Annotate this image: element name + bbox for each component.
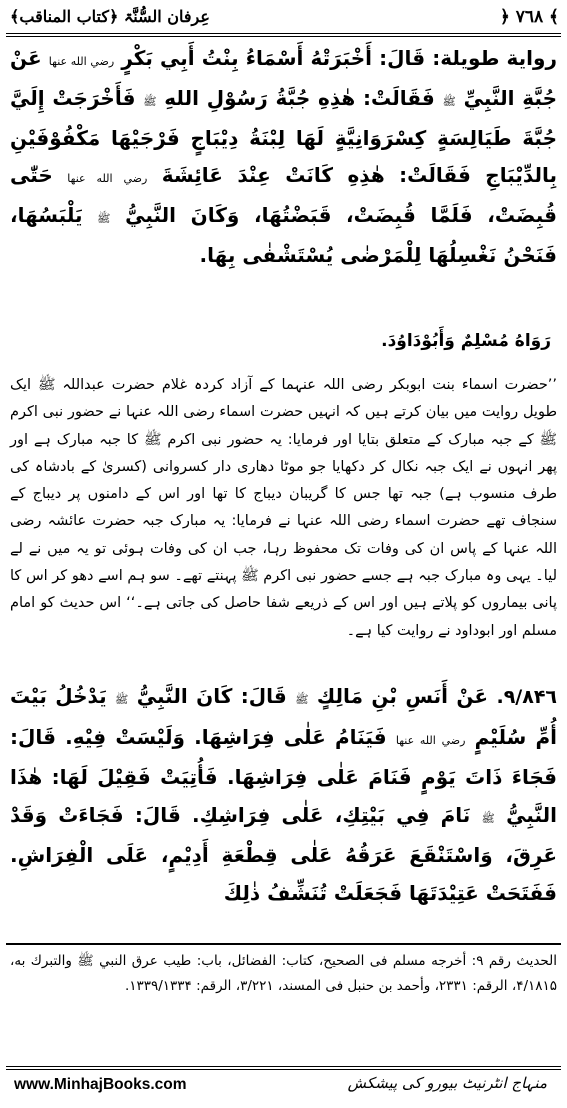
- hadith-text-segment: فَأَخْرَجَتْ إِلَيَّ جُبَّةَ طَيَالِسَةٍ كِسْرَوَانِيَّةٍ لَهَا لِبْنَةُ دِيْبَاجٍ فَرْجَيْهَا مَكْفُوْفَيْنِ بِالدِّيْبَاجِ فَقَالَتْ: هٰذِهِ كَانَتْ عِنْدَ عَائِشَةَ: [10, 86, 557, 187]
- honorific: رضي الله عنها: [395, 733, 466, 747]
- hadith-text-segment: رواية طويلة: قَالَ: أَخْبَرَتْهُ أَسْمَاءُ بِنْتُ أَبِي بَكْرٍ: [121, 46, 557, 70]
- hadith-text-segment: قَالَ: كَانَ النَّبِيُّ: [136, 684, 287, 708]
- publisher-credit: منہاج انٹرنیٹ بیورو کی پیشکش: [347, 1074, 547, 1092]
- urdu-translation: ’’حضرت اسماء بنت ابوبکر رضی اللہ عنہما کے آزاد کردہ غلام حضرت عبداللہ ﷺ ایک طویل روایت میں بیان کرتے ہیں کہ انہیں حضرت اسماء رضی اللہ عنہا نے حضور نبی اکرم ﷺ کے جبہ مبارک کے متعلق بتایا اور فرمایا: یہ حضور نبی اکرم ﷺ کا جبہ مبارک ہے اور پھر انہوں نے ایک جبہ نکال کر دکھایا جو موٹا دھاری دار کسروانی (کسریٰ کے بادشاہ کی طرف منسوب ہے) جبہ تھا جس کا گریبان دیباج کا تھا اور اس کے دامنوں پر دیباج کے سنجاف تھے حضرت اسماء رضی اللہ عنہا نے فرمایا: یہ مبارک جبہ حضرت عائشہ رضی اللہ عنہا کے پاس ان کی وفات تک محفوظ رہا، جب ان کی وفات ہوئی تو یہ میں نے لے لیا۔ یہی وہ مبارک جبہ ہے جسے حضور نبی اکرم ﷺ پہنتے تھے۔ سو ہم اسے دھو کر اس کا پانی بیماروں کو پلاتے ہیں اور اس کے ذریعے شفا حاصل کی جاتی ہے۔‘‘ اس حدیث کو امام مسلم اور ابوداود نے روایت کیا ہے۔: [10, 377, 557, 639]
- salawat-glyph: ﷺ: [115, 693, 129, 706]
- footnote: الحديث رقم ۹: أخرجه مسلم فی الصحيح، كتاب: الفضائل، باب: طيب عرق النبي ﷺ والتبرك به، ۴/۱۸۱۵، الرقم: ۲۳۳۱، وأحمد بن حنبل فی المسند، ۳/۲۲۱، الرقم: ۱۳۳۹/۱۳۳۴.: [10, 953, 558, 994]
- footer-divider: [6, 1066, 561, 1067]
- honorific: رضي الله عنها: [67, 172, 148, 185]
- hadith-text-segment: يَلْبَسُهَا، فَنَحْنُ نَغْسِلُهَا لِلْمَرْضٰى يُسْتَشْفٰى بِهَا.: [10, 203, 557, 267]
- hadith-arabic-text-2: [10, 678, 557, 912]
- honorific: رضي الله عنها: [48, 55, 115, 68]
- page-number: ﴾ ۷٦۸ ﴿: [499, 7, 559, 27]
- hadith-text-segment: فَيَنَامُ عَلٰى فِرَاشِهَا. وَلَيْسَتْ فِيْهِ. قَالَ: فَجَاءَ ذَاتَ يَوْمٍ فَنَامَ عَلٰى فِرَاشِهَا. فَأُتِيَتْ فَقِيْلَ لَهَا: هٰذَا النَّبِيُّ: [10, 724, 557, 827]
- honorific: ﷺ: [295, 693, 309, 706]
- salawat-glyph: ﷺ: [442, 95, 456, 108]
- page-header: [6, 4, 561, 34]
- salawat-glyph: ﷺ: [143, 95, 157, 108]
- hadith-arabic-text: [10, 40, 557, 274]
- footnote-divider: [6, 943, 561, 945]
- website-link[interactable]: www.MinhajBooks.com: [14, 1076, 187, 1093]
- narration-source: رَوَاهُ مُسْلِمٌ وَأَبُوْدَاوُدَ.: [381, 331, 551, 351]
- hadith-text-segment: حَتّٰى قُبِضَتْ، فَلَمَّا قُبِضَتْ، قَبَضْتُهَا، وَكَانَ النَّبِيُّ: [10, 163, 558, 227]
- header-divider: [6, 33, 561, 34]
- salawat-glyph: ﷺ: [97, 212, 111, 225]
- salawat-glyph: ﷺ: [481, 811, 495, 825]
- page-footer: [6, 1072, 561, 1102]
- hadith-text-segment: يَدْخُلُ بَيْتَ أُمِّ سُلَيْمٍ: [10, 684, 558, 749]
- hadith-text-segment: فَقَالَتْ: هٰذِهِ جُبَّةُ رَسُوْلِ اللهِ: [164, 86, 435, 110]
- hadith-number: ۹/۸۴٦.: [496, 686, 558, 708]
- hadith-text-segment: نَامَ فِي بَيْتِكِ، عَلٰى فِرَاشِكِ. قَالَ: فَجَاءَتْ وَقَدْ عَرِقَ، وَاسْتَنْقَعَ عَرَقُهُ عَلٰى قِطْعَةِ أَدِيْمٍ، عَلَى الْفِرَاشِ. فَفَتَحَتْ عَتِيْدَتَهَا فَجَعَلَتْ تُنَشِّفُ ذٰلِكَ: [10, 802, 557, 905]
- hadith-text-segment: عَنْ أَنَسِ بْنِ مَالِكٍ: [316, 684, 489, 708]
- running-title: عِرفان السُّنَّۃ ﴿کتاب المناقب﴾: [10, 7, 210, 26]
- hadith-text-segment: عَنْ جُبَّةِ النَّبِيِّ: [10, 46, 558, 110]
